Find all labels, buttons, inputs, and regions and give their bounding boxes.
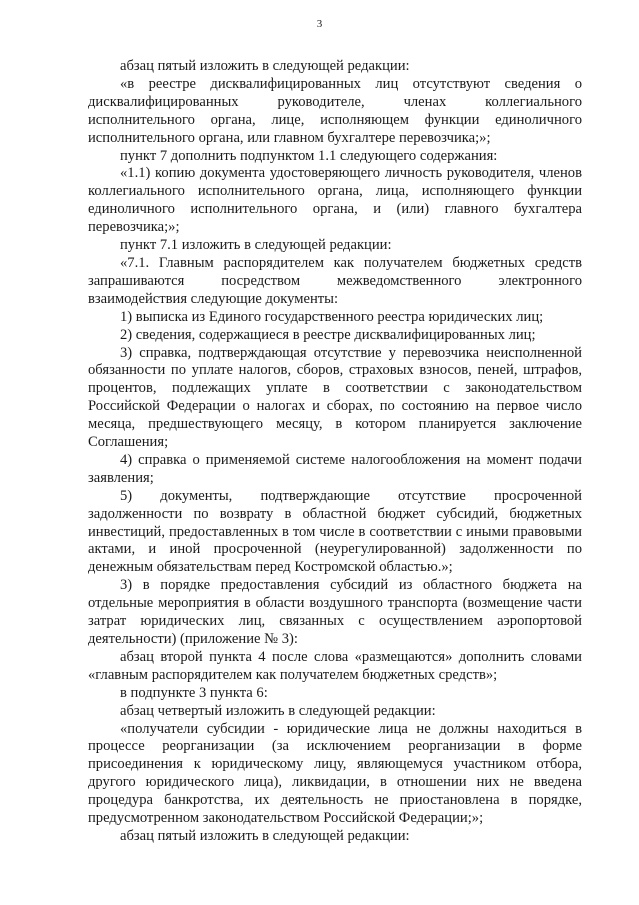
paragraph: пункт 7.1 изложить в следующей редакции: [120,237,392,254]
paragraph: «1.1) копию документа удостоверяющего личность руководителя, членов коллегиального исполнительного органа, лица, исполняющего функции единоличного исполнительного органа, и (или) главного бухгалтера перевозчика;»; [88,165,582,236]
paragraph: 3) справка, подтверждающая отсутствие у перевозчика неисполненной обязанности по уплате налогов, сборов, страховых взносов, пеней, штрафов, процентов, подлежащих уплате в соответствии с законодательством Российской Федерации о налогах и сборах, по состоянию на первое число месяца, предшествующего месяцу, в котором планируется заключение Соглашения; [88,344,582,451]
paragraph: 4) справка о применяемой системе налогообложения на момент подачи заявления; [88,451,582,486]
paragraph: «получатели субсидии - юридические лица не должны находиться в процессе реорганизации (за исключением реорганизации в форме присоединения к юридическому лицу, являющемуся участником отбора, другого юридического лица), ликвидации, в отношении них не введена процедура банкротства, их деятельность не приостановлена в порядке, предусмотренном законодательством Российской Федерации;»; [88,720,582,827]
document-body [88,58,582,846]
paragraph: пункт 7 дополнить подпунктом 1.1 следующего содержания: [120,147,498,164]
paragraph: «7.1. Главным распорядителем как получателем бюджетных средств запрашиваются посредством межведомственного электронного взаимодействия следующие документы: [88,254,582,307]
page-number: 3 [316,18,323,30]
paragraph: абзац четвертый изложить в следующей редакции: [120,702,436,719]
paragraph: 3) в порядке предоставления субсидий из областного бюджета на отдельные мероприятия в области воздушного транспорта (возмещение части затрат юридических лиц, связанных с осуществлением аэропортовой деятельности) (приложение № 3): [88,577,582,647]
paragraph: 2) сведения, содержащиеся в реестре дисквалифицированных лиц; [120,326,536,343]
paragraph: «в реестре дисквалифицированных лиц отсутствуют сведения о дисквалифицированных руководителе, членах коллегиального исполнительного органа, лице, исполняющем функции единоличного исполнительного органа, или главном бухгалтере перевозчика;»; [88,75,582,146]
paragraph: 5) документы, подтверждающие отсутствие просроченной задолженности по возврату в областной бюджет субсидий, бюджетных инвестиций, предоставленных в том числе в соответствии с иными правовыми актами, и иной просроченной (неурегулированной) задолженности по денежным обязательствам перед Костромской областью.»; [88,487,582,576]
paragraph: абзац пятый изложить в следующей редакции: [120,827,410,844]
paragraph: абзац второй пункта 4 после слова «размещаются» дополнить словами «главным распорядителем как получателем бюджетных средств»; [88,648,582,683]
paragraph: 1) выписка из Единого государственного реестра юридических лиц; [120,308,544,325]
paragraph: абзац пятый изложить в следующей редакции: [120,58,410,74]
paragraph: в подпункте 3 пункта 6: [120,684,268,701]
